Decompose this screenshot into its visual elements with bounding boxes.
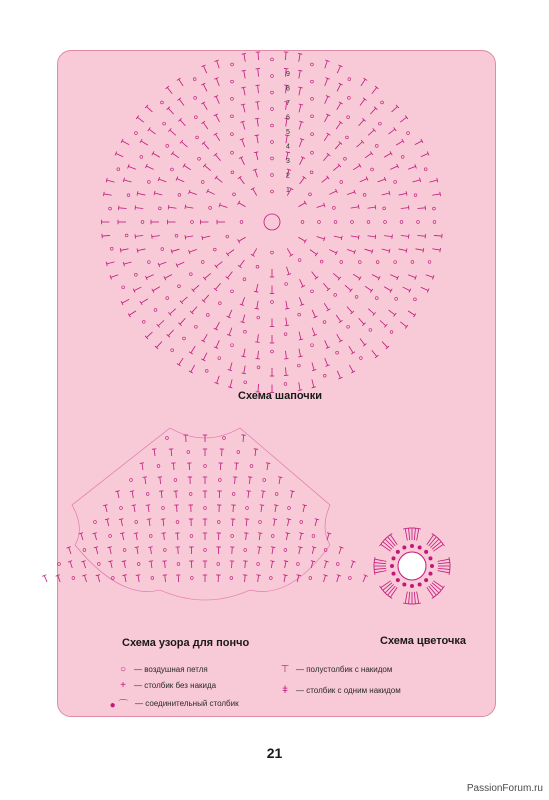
stitch-stem — [375, 571, 387, 573]
stitch-stem — [390, 535, 397, 545]
slip-stitch — [428, 556, 432, 560]
stitch-stem — [438, 571, 450, 573]
slip-stitch — [424, 550, 428, 554]
stitch-stem — [414, 528, 415, 540]
stitch-top — [374, 557, 375, 561]
hat-row-number: 7 — [286, 100, 290, 107]
poncho-caption: Схема узора для пончо — [122, 637, 250, 649]
stitch-stem — [433, 544, 443, 551]
stitch-top — [380, 586, 383, 590]
hat-row-number: 2 — [286, 172, 290, 180]
stitch-top — [449, 571, 450, 575]
slip-stitch — [402, 582, 406, 586]
stitch-top — [417, 528, 421, 529]
slip-stitch — [428, 572, 432, 576]
stitch-stem — [427, 587, 434, 597]
stitch-stem — [385, 539, 393, 547]
hat-row-number: 9 — [286, 71, 290, 78]
chain-symbol-icon: ○ — [119, 664, 127, 675]
hat-row-number: 3 — [286, 158, 290, 165]
slip-stitch — [396, 550, 400, 554]
stitch-stem — [409, 592, 410, 604]
page-number: 21 — [266, 745, 283, 761]
slip-symbol-icon: ● ⌒ — [109, 700, 129, 711]
stitch-stem — [388, 537, 396, 546]
stitch-stem — [414, 592, 415, 604]
stitch-stem — [405, 592, 407, 604]
slip-stitch — [418, 546, 422, 550]
hat-row-number: 4 — [286, 143, 290, 151]
stitch-stem — [417, 529, 419, 541]
stitch-stem — [385, 584, 393, 592]
stitch-stem — [432, 583, 441, 591]
hat-row-number: 5 — [286, 129, 290, 136]
legend-dc — [274, 685, 401, 696]
slip-stitch — [424, 578, 428, 582]
slip-stitch — [418, 582, 422, 586]
stitch-stem — [430, 539, 438, 547]
stitch-stem — [438, 563, 450, 564]
hdc-symbol-icon: ⊤ — [280, 664, 290, 675]
hat-row-number: 8 — [286, 85, 290, 93]
stitch-stem — [381, 581, 391, 588]
legend-sc-label: — столбик без накида — [134, 681, 217, 690]
hat-row-number: 1 — [286, 187, 290, 194]
stitch-stem — [438, 568, 450, 569]
slip-stitch — [402, 546, 406, 550]
slip-stitch — [392, 556, 396, 560]
stitch-stem — [427, 535, 434, 545]
slip-stitch — [410, 584, 414, 588]
legend-chain — [112, 664, 208, 675]
legend-sc — [112, 680, 216, 691]
legend-chain-label: — воздушная петля — [134, 665, 208, 674]
stitch-top — [432, 596, 436, 599]
legend-hdc-label: — полустолбик с накидом — [296, 665, 393, 674]
stitch-top — [389, 534, 393, 537]
stitch-stem — [374, 563, 386, 564]
watermark: PassionForum.ru — [466, 783, 543, 794]
stitch-stem — [409, 528, 410, 540]
flower-caption: Схема цветочка — [380, 635, 466, 647]
slip-stitch — [396, 578, 400, 582]
stitch-stem — [374, 568, 386, 569]
legend-hdc — [274, 664, 392, 675]
stitch-stem — [405, 529, 407, 541]
dc-symbol-icon: ǂ — [282, 685, 288, 696]
stitch-stem — [432, 542, 441, 550]
slip-stitch — [390, 564, 394, 568]
sc-symbol-icon: + — [120, 680, 126, 691]
slip-stitch — [430, 564, 434, 568]
stitch-stem — [429, 586, 437, 595]
legend-slip-label: — соединительный столбик — [135, 699, 239, 708]
stitch-stem — [383, 583, 392, 591]
stitch-stem — [390, 587, 397, 597]
hat-caption: Схема шапочки — [238, 390, 322, 402]
slip-stitch — [410, 544, 414, 548]
stitch-stem — [438, 559, 450, 561]
slip-stitch — [392, 572, 396, 576]
stitch-stem — [433, 581, 443, 588]
stitch-stem — [388, 586, 396, 595]
stitch-stem — [375, 559, 387, 561]
stitch-top — [442, 543, 445, 547]
legend-dc-label: — столбик с одним накидом — [296, 686, 401, 695]
stitch-stem — [383, 542, 392, 550]
stitch-stem — [417, 592, 419, 604]
stitch-stem — [430, 584, 438, 592]
hat-row-number: 6 — [286, 114, 290, 122]
stitch-stem — [429, 537, 437, 546]
stitch-stem — [381, 544, 391, 551]
flower-center — [398, 552, 426, 580]
stitch-top — [403, 603, 407, 604]
legend-slip — [103, 696, 239, 711]
